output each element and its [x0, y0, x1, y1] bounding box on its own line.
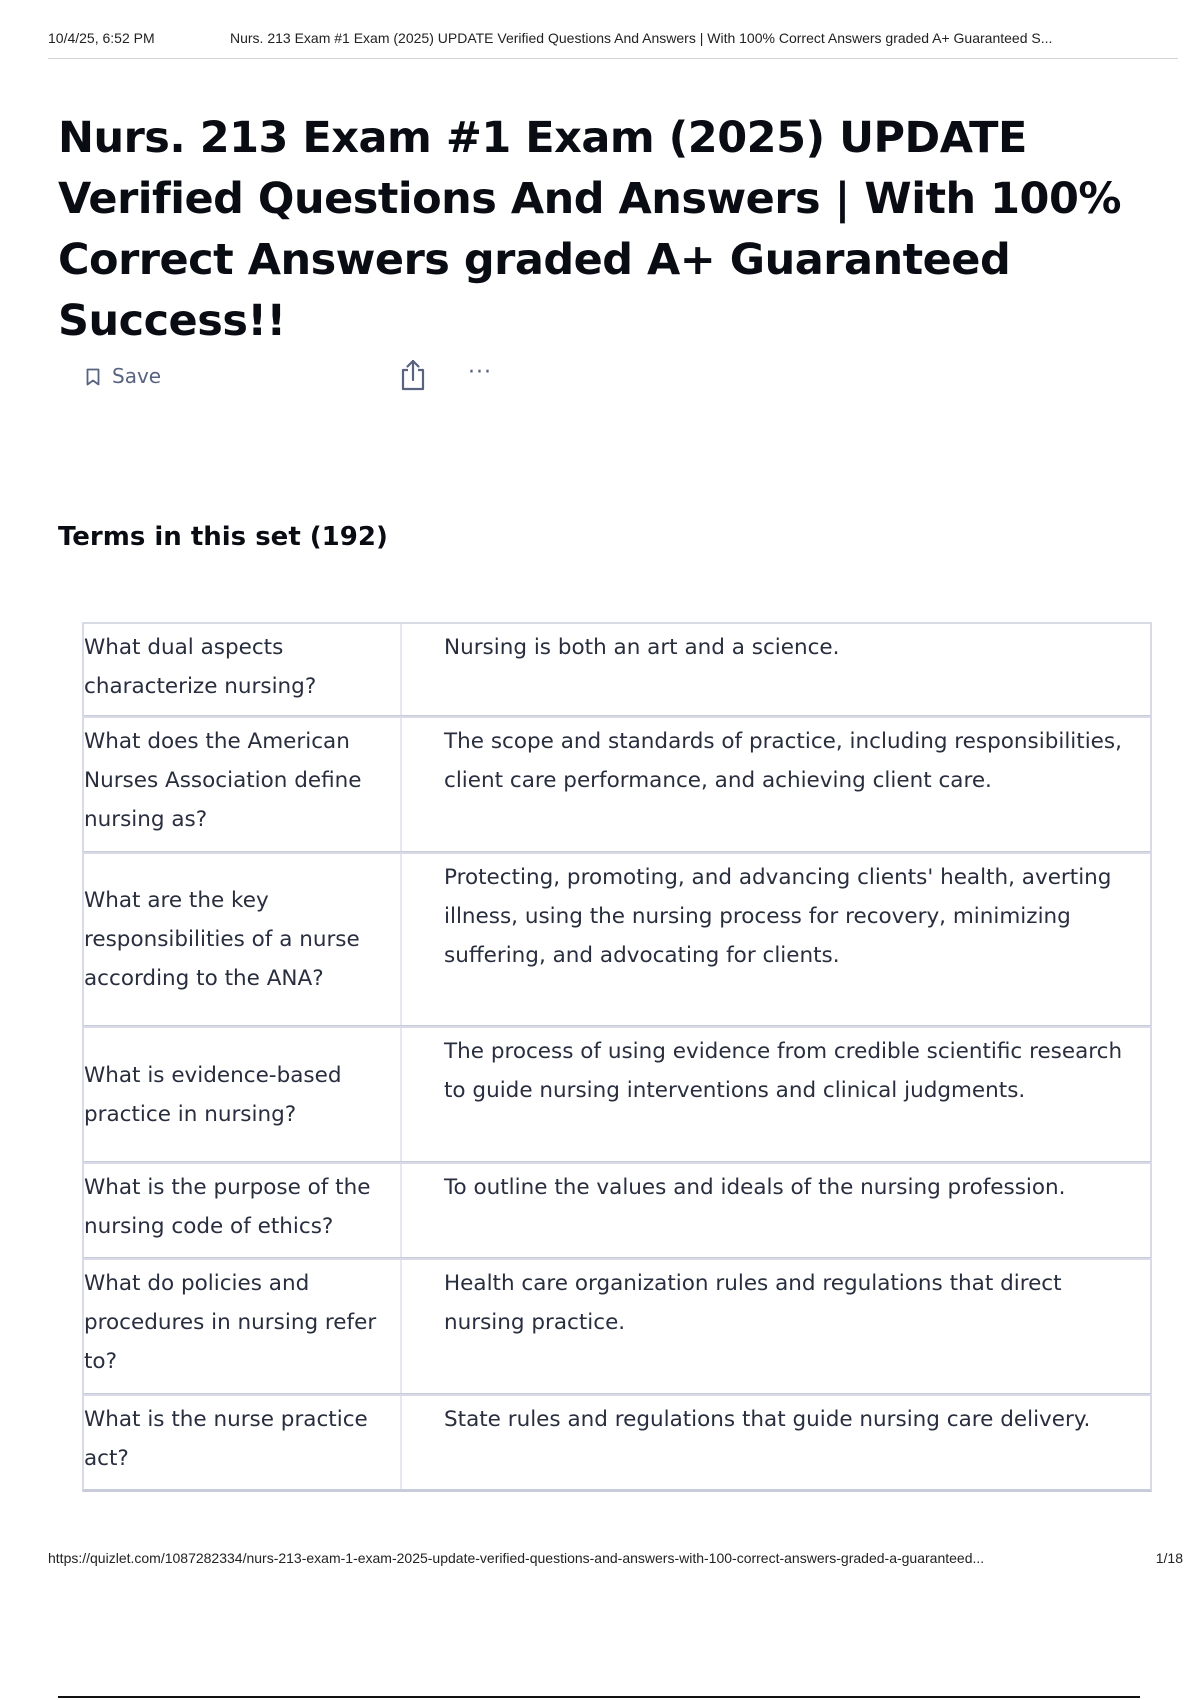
term-text: What are the key responsibilities of a nurse according to the ANA?	[84, 854, 402, 1025]
term-row	[82, 852, 1152, 1028]
definition-text: To outline the values and ideals of the nursing profession.	[444, 1175, 1066, 1200]
print-header	[48, 30, 1178, 59]
print-doc-title: Nurs. 213 Exam #1 Exam (2025) UPDATE Verified Questions And Answers | With 100% Correct Answers graded A+ Guaranteed S...	[230, 30, 1053, 46]
page-title: Nurs. 213 Exam #1 Exam (2025) UPDATE Verified Questions And Answers | With 100% Correct Answers graded A+ Guaranteed Success!!	[58, 113, 1121, 346]
definition-text: Protecting, promoting, and advancing clients' health, averting illness, using the nursing process for recovery, minimizing suffering, and advocating for clients.	[444, 865, 1112, 968]
definition-text: Health care organization rules and regulations that direct nursing practice.	[444, 1271, 1062, 1335]
term-row	[82, 1394, 1152, 1492]
share-icon	[398, 377, 428, 396]
term-row	[82, 622, 1152, 718]
page-number: 1/18	[1155, 1550, 1183, 1566]
save-button[interactable]	[86, 364, 161, 388]
terms-table	[82, 624, 1152, 1492]
print-datetime: 10/4/25, 6:52 PM	[48, 30, 155, 46]
divider	[58, 1696, 1140, 1698]
definition-text: Nursing is both an art and a science.	[444, 635, 840, 660]
term-text: What does the American Nurses Association define nursing as?	[84, 718, 402, 851]
definition-text: The scope and standards of practice, including responsibilities, client care performance, and achieving client care.	[444, 729, 1122, 793]
save-label: Save	[112, 364, 162, 388]
share-button[interactable]	[398, 358, 428, 392]
term-text: What is evidence-based practice in nursing?	[84, 1028, 402, 1161]
term-row	[82, 1026, 1152, 1164]
term-row	[82, 716, 1152, 854]
term-text: What do policies and procedures in nursing refer to?	[84, 1260, 402, 1393]
more-options-button[interactable]	[468, 362, 502, 388]
term-row	[82, 1258, 1152, 1396]
terms-heading: Terms in this set (192)	[58, 522, 388, 552]
term-text: What dual aspects characterize nursing?	[84, 624, 402, 715]
term-text: What is the nurse practice act?	[84, 1396, 402, 1489]
definition-text: The process of using evidence from credible scientific research to guide nursing interventions and clinical judgments.	[444, 1039, 1123, 1103]
set-actions-bar	[86, 358, 526, 394]
print-url: https://quizlet.com/1087282334/nurs-213-exam-1-exam-2025-update-verified-questions-and-answers-with-100-correct-answers-graded-a-guaranteed...	[48, 1550, 985, 1566]
term-text: What is the purpose of the nursing code of ethics?	[84, 1164, 402, 1257]
definition-text: State rules and regulations that guide nursing care delivery.	[444, 1407, 1091, 1432]
term-row	[82, 1162, 1152, 1260]
bookmark-icon	[86, 367, 100, 385]
more-options-icon: ···	[468, 360, 492, 385]
